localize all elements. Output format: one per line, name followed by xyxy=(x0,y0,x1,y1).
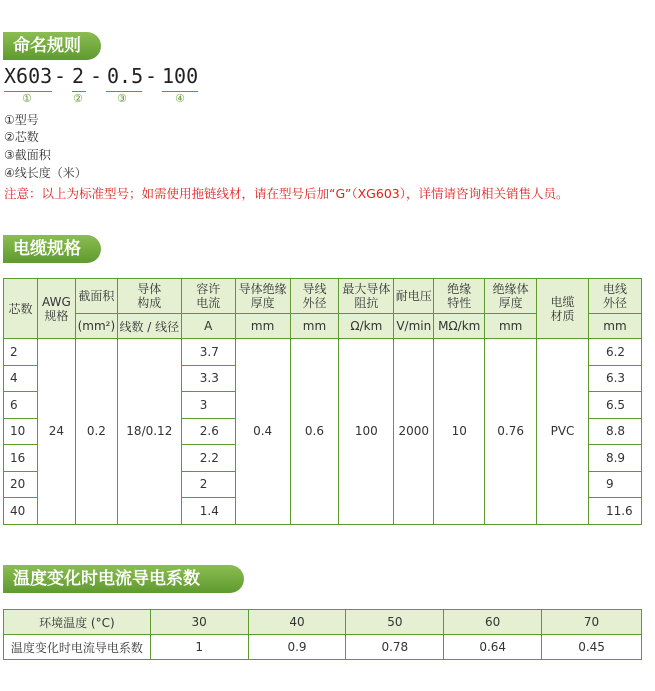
temp-cell: 50 xyxy=(346,610,444,635)
coeff-cell: 0.64 xyxy=(444,635,542,660)
cell-cable-od: 6.2 xyxy=(588,339,641,366)
section-title-temp: 温度变化时电流导电系数 xyxy=(3,565,244,593)
section-title-naming: 命名规则 xyxy=(3,32,101,60)
cell-cable-od: 9 xyxy=(588,471,641,498)
cell-cores: 40 xyxy=(4,498,38,525)
header-jacket-thickness: 绝缘体 厚度 xyxy=(485,279,537,314)
cell-cores: 10 xyxy=(4,418,38,445)
temp-coefficient-table xyxy=(3,609,642,660)
marker-4: ④ xyxy=(175,92,185,105)
cell-current: 2.6 xyxy=(181,418,235,445)
header-cores: 芯数 xyxy=(4,279,38,339)
model-dash: - xyxy=(90,64,103,88)
table-row xyxy=(4,339,642,366)
cell-current: 3 xyxy=(181,392,235,419)
cell-cores: 16 xyxy=(4,445,38,472)
cell-current: 2 xyxy=(181,471,235,498)
cell-cores: 4 xyxy=(4,365,38,392)
marker-1: ① xyxy=(22,92,32,105)
spec-table xyxy=(3,278,642,525)
temp-cell: 40 xyxy=(248,610,346,635)
unit-current: A xyxy=(181,314,235,339)
cell-voltage: 2000 xyxy=(394,339,434,525)
cell-cores: 2 xyxy=(4,339,38,366)
unit-resistance: Ω/km xyxy=(339,314,394,339)
cell-current: 3.7 xyxy=(181,339,235,366)
unit-insulation-prop: MΩ/km xyxy=(434,314,485,339)
legend-item: ②芯数 xyxy=(4,130,39,144)
cell-cable-od: 8.8 xyxy=(588,418,641,445)
marker-3: ③ xyxy=(117,92,127,105)
table-row xyxy=(4,635,642,660)
header-awg: AWG 规格 xyxy=(37,279,75,339)
cell-cable-od: 11.6 xyxy=(588,498,641,525)
unit-voltage: V/min xyxy=(394,314,434,339)
header-area: 截面积 xyxy=(75,279,117,314)
note-text: 注意：以上为标准型号；如需使用拖链线材，请在型号后加“G”（XG603），详情请咨询相关销售人员。 xyxy=(4,186,569,201)
coeff-cell: 1 xyxy=(150,635,248,660)
unit-jacket-thickness: mm xyxy=(485,314,537,339)
model-dash: - xyxy=(145,64,158,88)
unit-area: (mm²) xyxy=(75,314,117,339)
header-voltage: 耐电压 xyxy=(394,279,434,314)
cell-cable-od: 8.9 xyxy=(588,445,641,472)
header-insulation-prop: 绝缘 特性 xyxy=(434,279,485,314)
header-insulation-thickness: 导体绝缘 厚度 xyxy=(235,279,290,314)
cell-insulation-prop: 10 xyxy=(434,339,485,525)
cell-wire-od: 0.6 xyxy=(290,339,339,525)
header-material: 电缆 材质 xyxy=(537,279,589,339)
temp-row-label: 环境温度 (°C) xyxy=(4,610,151,635)
section-title-spec: 电缆规格 xyxy=(3,235,101,263)
cell-current: 2.2 xyxy=(181,445,235,472)
cell-insulation-thickness: 0.4 xyxy=(235,339,290,525)
temp-cell: 60 xyxy=(444,610,542,635)
unit-conductor: 线数 / 线径 xyxy=(117,314,181,339)
unit-cable-od: mm xyxy=(588,314,641,339)
cell-cores: 6 xyxy=(4,392,38,419)
header-wire-od: 导线 外径 xyxy=(290,279,339,314)
table-row xyxy=(4,610,642,635)
cell-conductor: 18/0.12 xyxy=(117,339,181,525)
coeff-row-label: 温度变化时电流导电系数 xyxy=(4,635,151,660)
legend-item: ③截面积 xyxy=(4,148,51,162)
cell-cable-od: 6.5 xyxy=(588,392,641,419)
cell-jacket-thickness: 0.76 xyxy=(485,339,537,525)
temp-cell: 70 xyxy=(542,610,642,635)
marker-2: ② xyxy=(73,92,83,105)
unit-wire-od: mm xyxy=(290,314,339,339)
model-area: 0.5 xyxy=(107,64,144,88)
header-current: 容许 电流 xyxy=(181,279,235,314)
header-resistance: 最大导体 阻抗 xyxy=(339,279,394,314)
model-length: 100 xyxy=(162,64,199,88)
unit-insulation-thickness: mm xyxy=(235,314,290,339)
header-conductor: 导体 构成 xyxy=(117,279,181,314)
temp-cell: 30 xyxy=(150,610,248,635)
cell-current: 3.3 xyxy=(181,365,235,392)
cell-material: PVC xyxy=(537,339,589,525)
cell-cores: 20 xyxy=(4,471,38,498)
coeff-cell: 0.78 xyxy=(346,635,444,660)
legend-item: ①型号 xyxy=(4,113,39,127)
model-cores: 2 xyxy=(72,64,85,88)
cell-area: 0.2 xyxy=(75,339,117,525)
legend-item: ④线长度（米） xyxy=(4,166,87,180)
header-cable-od: 电线 外径 xyxy=(588,279,641,314)
cell-cable-od: 6.3 xyxy=(588,365,641,392)
model-dash: - xyxy=(54,64,67,88)
coeff-cell: 0.9 xyxy=(248,635,346,660)
model-series: X603 xyxy=(4,64,53,88)
cell-resistance: 100 xyxy=(339,339,394,525)
cell-current: 1.4 xyxy=(181,498,235,525)
coeff-cell: 0.45 xyxy=(542,635,642,660)
cell-awg: 24 xyxy=(37,339,75,525)
